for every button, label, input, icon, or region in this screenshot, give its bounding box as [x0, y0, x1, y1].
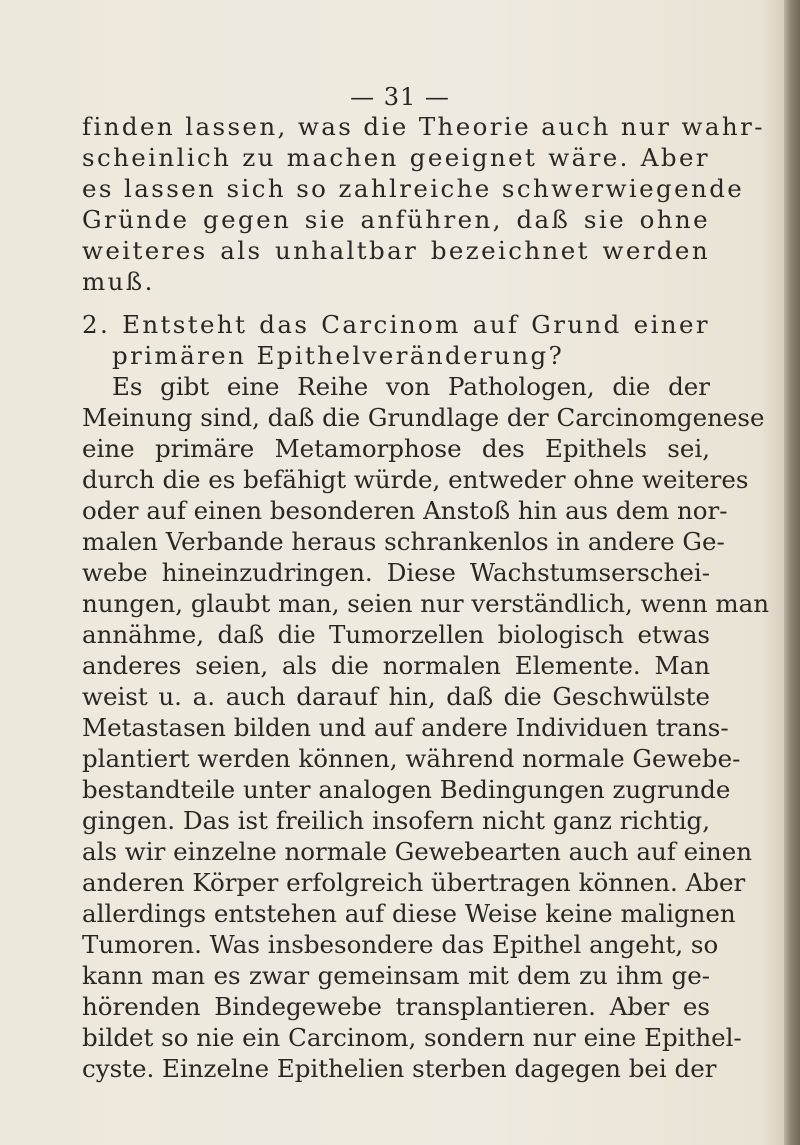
text-line: nungen, glaubt man, seien nur verständlich, wenn man	[82, 589, 770, 618]
text-line: durch die es befähigt würde, entweder ohne weiteres	[82, 465, 749, 494]
text-line: oder auf einen besonderen Anstoß hin aus dem nor-	[82, 496, 728, 525]
text-line: Gründe gegen sie anführen, daß sie ohne	[82, 205, 710, 234]
text-line: bestandteile unter analogen Bedingungen zugrunde	[82, 775, 731, 804]
text-line: kann man es zwar gemeinsam mit dem zu ihm ge-	[82, 961, 710, 990]
text-line: Es gibt eine Reihe von Pathologen, die der	[112, 372, 710, 401]
text-line: finden lassen, was die Theorie auch nur wahr-	[82, 112, 765, 141]
text-line: weiteres als unhaltbar bezeichnet werden	[82, 236, 710, 265]
page-edge-shadow	[784, 0, 800, 1145]
text-line: cyste. Einzelne Epithelien sterben dagegen bei der	[82, 1054, 717, 1083]
section-heading	[82, 309, 710, 371]
text-line: es lassen sich so zahlreiche schwerwiegende	[82, 174, 745, 203]
text-line: bildet so nie ein Carcinom, sondern nur eine Epithel-	[82, 1023, 742, 1052]
heading-line: primären Epithelveränderung?	[112, 341, 565, 370]
text-line: muß.	[82, 267, 155, 296]
text-line: gingen. Das ist freilich insofern nicht ganz richtig,	[82, 806, 710, 835]
paragraph-1	[82, 111, 765, 297]
page-number: — 31 —	[350, 83, 450, 111]
heading-line: 2. Entsteht das Carcinom auf Grund einer	[82, 310, 710, 339]
text-line: anderes seien, als die normalen Elemente. Man	[82, 651, 710, 680]
text-line: webe hineinzudringen. Diese Wachstumserschei-	[82, 558, 710, 587]
text-line: scheinlich zu machen geeignet wäre. Aber	[82, 143, 710, 172]
text-line: hörenden Bindegewebe transplantieren. Aber es	[82, 992, 710, 1021]
text-line: weist u. a. auch darauf hin, daß die Geschwülste	[82, 682, 710, 711]
text-line: anderen Körper erfolgreich übertragen können. Aber	[82, 868, 746, 897]
paragraph-2	[82, 371, 770, 1084]
page-body	[82, 111, 770, 1084]
text-line: als wir einzelne normale Gewebearten auch auf einen	[82, 837, 752, 866]
text-line: annähme, daß die Tumorzellen biologisch etwas	[82, 620, 710, 649]
text-line: malen Verbande heraus schrankenlos in andere Ge-	[82, 527, 725, 556]
text-line: Tumoren. Was insbesondere das Epithel angeht, so	[82, 930, 719, 959]
text-line: plantiert werden können, während normale Gewebe-	[82, 744, 741, 773]
text-line: eine primäre Metamorphose des Epithels sei,	[82, 434, 710, 463]
text-line: Metastasen bilden und auf andere Individuen trans-	[82, 713, 729, 742]
text-line: Meinung sind, daß die Grundlage der Carcinomgenese	[82, 403, 765, 432]
text-line: allerdings entstehen auf diese Weise keine malignen	[82, 899, 736, 928]
